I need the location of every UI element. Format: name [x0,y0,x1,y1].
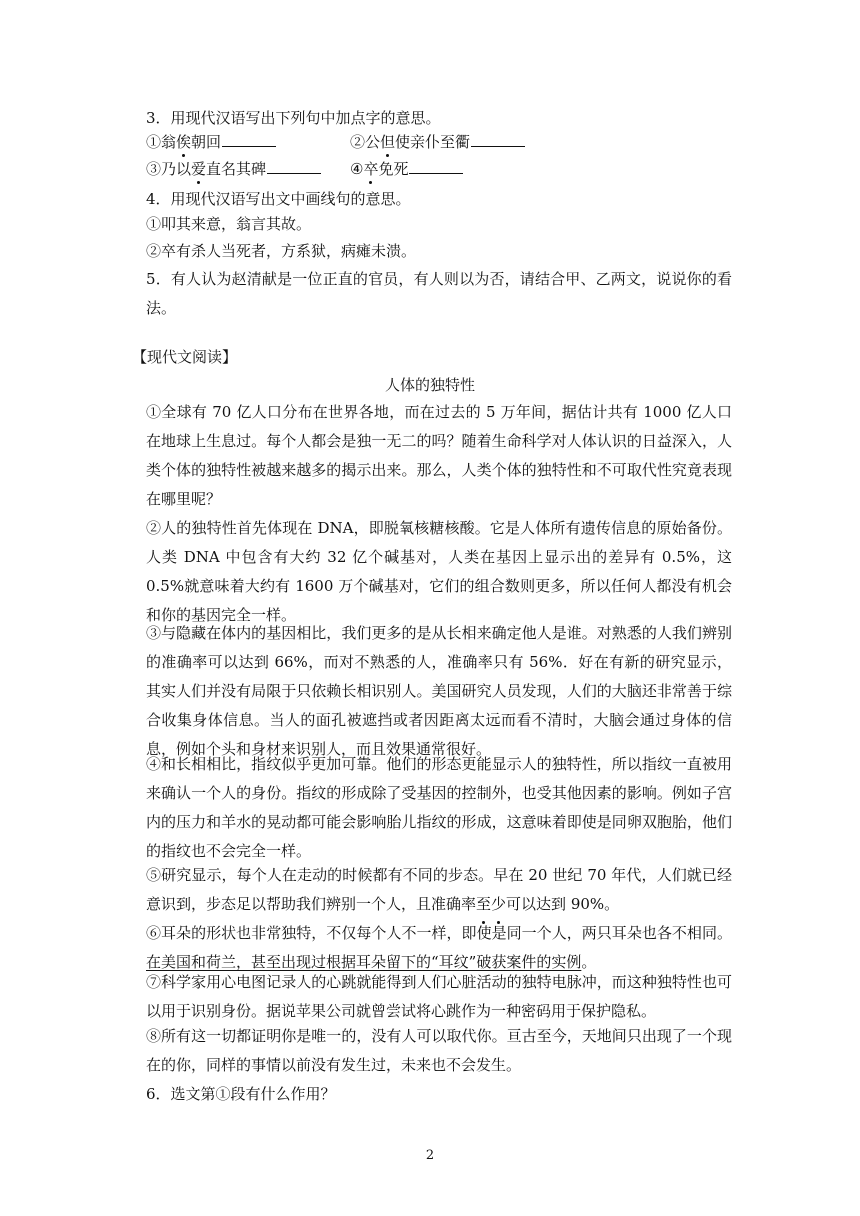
answer-blank[interactable] [471,131,525,147]
question-4-stem: 4．用现代汉语写出文中画线句的意思。 [146,190,411,208]
item-text: 直名其碑 [206,160,267,178]
answer-blank[interactable] [222,131,276,147]
item-text: 朝回 [191,133,222,151]
answer-blank[interactable] [267,158,321,174]
item-text: 使亲仆至衢 [395,133,471,151]
item-text: ④ [350,160,364,178]
question-5: 5．有人认为赵清献是一位正直的官员，有人则以为否，请结合甲、乙两文，说说你的看法。 [146,270,732,317]
paragraph-text: 。 [581,953,597,971]
section-header: 【现代文阅读】 [132,348,238,366]
item-text: ①翁 [146,133,177,151]
page-number: 2 [425,1148,435,1163]
paragraph-text: ⑥耳朵的形状也非常独特，不仅每个人不一样，即使是同一个人，两只耳朵也各不相同。 [146,924,732,942]
question-4-sentence-1: ①叩其来意，翁言其故。 [146,215,312,233]
dotted-char: 爱 [191,160,207,178]
dotted-char: 至 [476,890,491,919]
question-3-stem: 3．用现代汉语写出下列句中加点字的意思。 [146,109,441,127]
paragraph-7: ⑦科学家用心电图记录人的心跳就能得到人们心脏活动的独特电脉冲，而这种独特性也可以用于识别身份。据说苹果公司就曾尝试将心跳作为一种密码用于保护隐私。 [146,973,732,1020]
question-4-sentence-2: ②卒有杀人当死者，方系狱，病瘫未溃。 [146,242,417,260]
paragraph-8: ⑧所有这一切都证明你是唯一的，没有人可以取代你。亘古至今，天地间只出现了一个现在的你，同样的事情以前没有发生过，未来也不会发生。 [146,1027,732,1074]
question-3-item-4 [350,158,463,179]
paragraph-1: ①全球有 70 亿人口分布在世界各地，而在过去的 5 万年间，据估计共有 1000 亿人口在地球上生息过。每个人都会是独一无二的吗？随着生命科学对人体认识的日益深入，人类个体的独特性被越来越多的揭示出来。那么，人类个体的独特性和不可取代性究竟表现在哪里呢？ [146,403,732,508]
dotted-char: 但 [380,133,396,151]
article-title: 人体的独特性 [384,376,475,394]
paragraph-5 [146,861,732,919]
dotted-char: 卒 [363,160,379,178]
dotted-char: 俟 [176,133,192,151]
underlined-sentence: 在美国和荷兰，甚至出现过根据耳朵留下的“耳纹”破获案件的实例 [146,953,582,971]
paragraph-2: ②人的独特性首先体现在 DNA，即脱氧核糖核酸。它是人体所有遗传信息的原始备份。人类 DNA 中包含有大约 32 亿个碱基对，人类在基因上显示出的差异有 0.5%，这 0.5%就意味着大约有 1600 万个碱基对，它们的组合数则更多，所以任何人都没有机会和你的基因完全一样。 [146,519,732,624]
paragraph-text: 可以达到 90%。 [506,895,620,913]
question-3-item-2 [350,131,525,152]
item-text: ②公 [350,133,381,151]
answer-blank[interactable] [409,158,463,174]
paragraph-text: ⑤研究显示，每个人在走动的时候都有不同的步态。早在 20 世纪 70 年代，人们就已经意识到，步态足以帮助我们辨别一个人，且准确率 [146,866,732,913]
item-text: ③乃以 [146,160,192,178]
paragraph-3: ③与隐藏在体内的基因相比，我们更多的是从长相来确定他人是谁。对熟悉的人我们辨别的准确率可以达到 66%，而对不熟悉的人，准确率只有 56%．好在有新的研究显示，其实人们并没有局限于只依赖长相识别人。美国研究人员发现，人们的大脑还非常善于综合收集身体信息。当人的面孔被遮挡或者因距离太远而看不清时，大脑会通过身体的信息，例如个头和身材来识别人，而且效果通常很好。 [146,624,732,758]
paragraph-4: ④和长相相比，指纹似乎更加可靠。他们的形态更能显示人的独特性，所以指纹一直被用来确认一个人的身份。指纹的形成除了受基因的控制外，也受其他因素的影响。例如子宫内的压力和羊水的晃动都可能会影响胎儿指纹的形成，这意味着即使是同卵双胞胎，他们的指纹也不会完全一样。 [146,755,732,860]
question-3-item-1 [146,131,276,152]
question-3-item-3 [146,158,321,179]
dotted-char: 少 [491,890,506,919]
item-text: 免死 [378,160,409,178]
question-6: 6．选文第①段有什么作用？ [146,1085,336,1103]
